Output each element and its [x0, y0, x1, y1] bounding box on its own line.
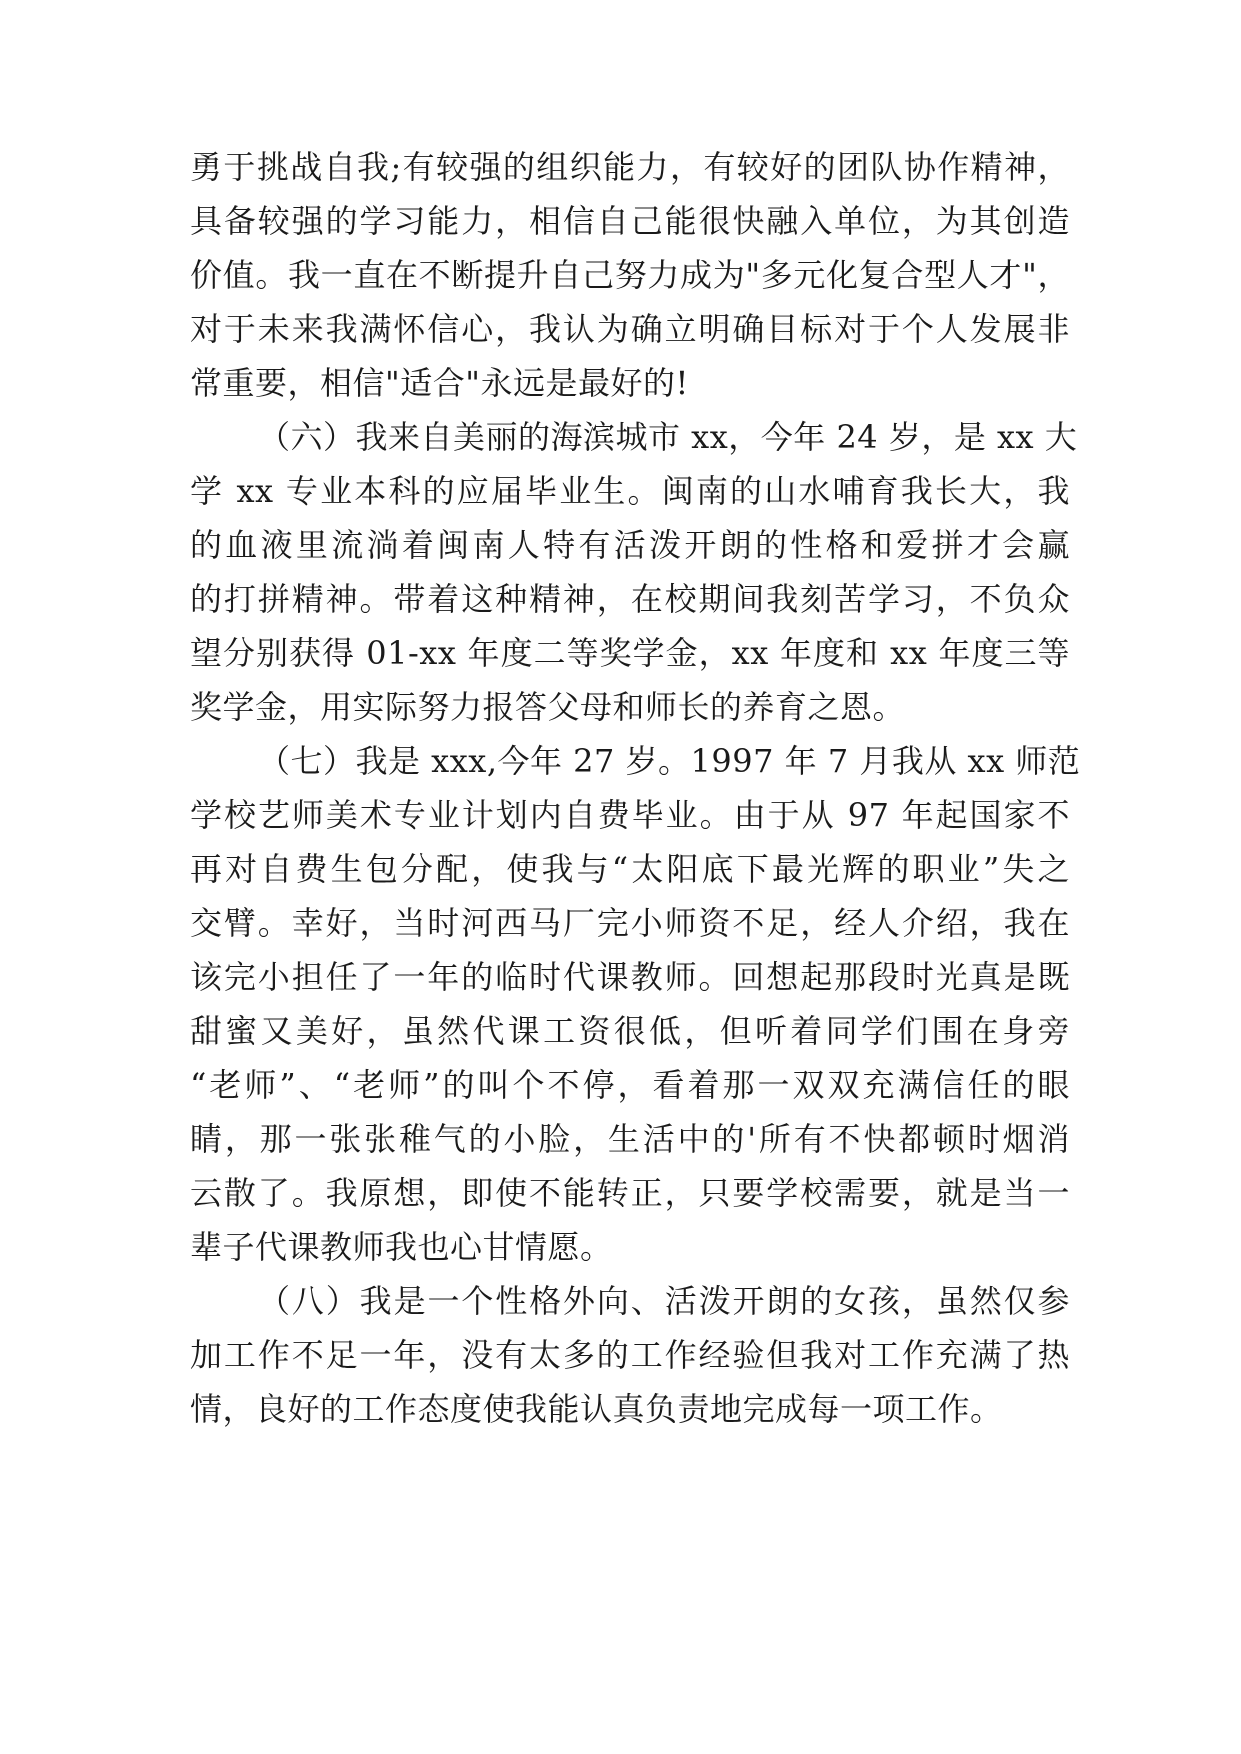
- text-line: 学 xx 专业本科的应届毕业生。闽南的山水哺育我长大，我: [190, 472, 1070, 510]
- text-line: 价值。我一直在不断提升自己努力成为"多元化复合型人才"，: [190, 256, 1070, 294]
- text-line: “老师”、“老师”的叫个不停，看着那一双双充满信任的眼: [190, 1066, 1070, 1104]
- text-line: 情，良好的工作态度使我能认真负责地完成每一项工作。: [190, 1390, 1003, 1428]
- text-line: 甜蜜又美好，虽然代课工资很低，但听着同学们围在身旁: [190, 1012, 1070, 1050]
- paragraph-6-first-line: （六）我来自美丽的海滨城市 xx，今年 24 岁，是 xx 大: [258, 418, 1078, 456]
- paragraph-8-first-line: （八）我是一个性格外向、活泼开朗的女孩，虽然仅参: [258, 1282, 1070, 1320]
- text-line: 对于未来我满怀信心，我认为确立明确目标对于个人发展非: [190, 310, 1070, 348]
- text-line: 加工作不足一年，没有太多的工作经验但我对工作充满了热: [190, 1336, 1070, 1374]
- text-line: 奖学金，用实际努力报答父母和师长的养育之恩。: [190, 688, 906, 726]
- text-line: 该完小担任了一年的临时代课教师。回想起那段时光真是既: [190, 958, 1070, 996]
- text-line: 的血液里流淌着闽南人特有活泼开朗的性格和爱拼才会赢: [190, 526, 1070, 564]
- paragraph-7-first-line: （七）我是 xxx,今年 27 岁。1997 年 7 月我从 xx 师范: [258, 742, 1081, 780]
- text-line: 交臂。幸好，当时河西马厂完小师资不足，经人介绍，我在: [190, 904, 1070, 942]
- text-line: 的打拼精神。带着这种精神，在校期间我刻苦学习，不负众: [190, 580, 1070, 618]
- text-line: 辈子代课教师我也心甘情愿。: [190, 1228, 613, 1266]
- text-line: 睛，那一张张稚气的小脸，生活中的'所有不快都顿时烟消: [190, 1120, 1070, 1158]
- text-line: 具备较强的学习能力，相信自己能很快融入单位，为其创造: [190, 202, 1070, 240]
- text-line: 常重要，相信"适合"永远是最好的!: [190, 364, 689, 402]
- text-line: 勇于挑战自我;有较强的组织能力，有较好的团队协作精神，: [190, 148, 1070, 186]
- text-line: 学校艺师美术专业计划内自费毕业。由于从 97 年起国家不: [190, 796, 1070, 834]
- text-line: 望分别获得 01-xx 年度二等奖学金，xx 年度和 xx 年度三等: [190, 634, 1070, 672]
- text-line: 再对自费生包分配，使我与“太阳底下最光辉的职业”失之: [190, 850, 1070, 888]
- text-line: 云散了。我原想，即使不能转正，只要学校需要，就是当一: [190, 1174, 1070, 1212]
